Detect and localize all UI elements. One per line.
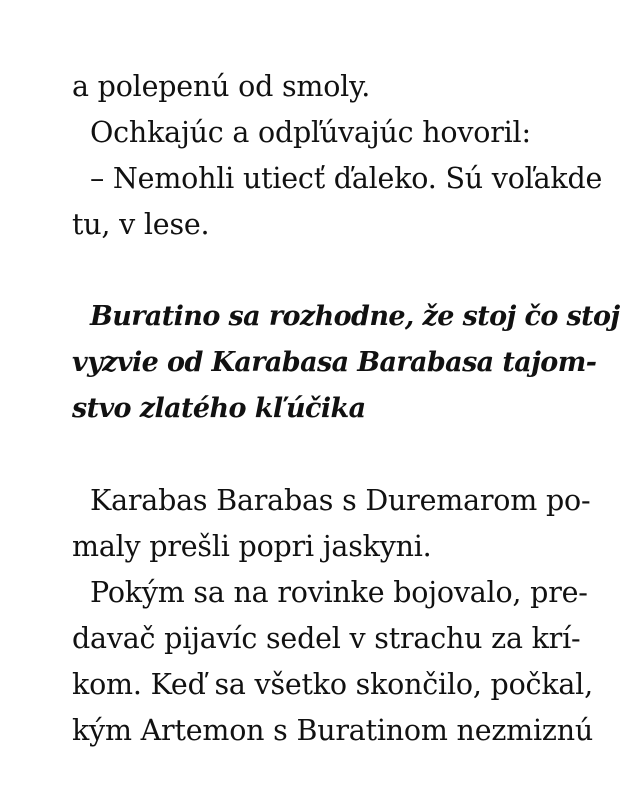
- text-line: tu, v lese.: [72, 208, 210, 241]
- text-line: Pokým sa na rovinke bojovalo, pre-: [90, 576, 588, 609]
- text-line: maly prešli popri jaskyni.: [72, 530, 432, 563]
- book-page: [72, 64, 620, 754]
- text-line: a polepenú od smoly.: [72, 70, 371, 103]
- text-line: kom. Keď sa všetko skončilo, počkal,: [72, 668, 593, 701]
- text-line: Karabas Barabas s Duremarom po-: [90, 484, 591, 517]
- chapter-heading-line: stvo zlatého kľúčika: [72, 393, 366, 424]
- chapter-heading-line: vyzvie od Karabasa Barabasa tajom-: [72, 347, 597, 378]
- chapter-heading-line: Buratino sa rozhodne, že stoj čo stoj: [90, 301, 620, 332]
- section-spacer: [72, 248, 570, 294]
- text-line: Ochkajúc a odpľúvajúc hovoril:: [90, 116, 531, 149]
- section-spacer: [72, 432, 570, 478]
- text-line: kým Artemon s Buratinom nezmiznú: [72, 714, 594, 747]
- text-line: davač pijavíc sedel v strachu za krí-: [72, 622, 581, 655]
- text-line: – Nemohli utiecť ďaleko. Sú voľakde: [90, 162, 603, 195]
